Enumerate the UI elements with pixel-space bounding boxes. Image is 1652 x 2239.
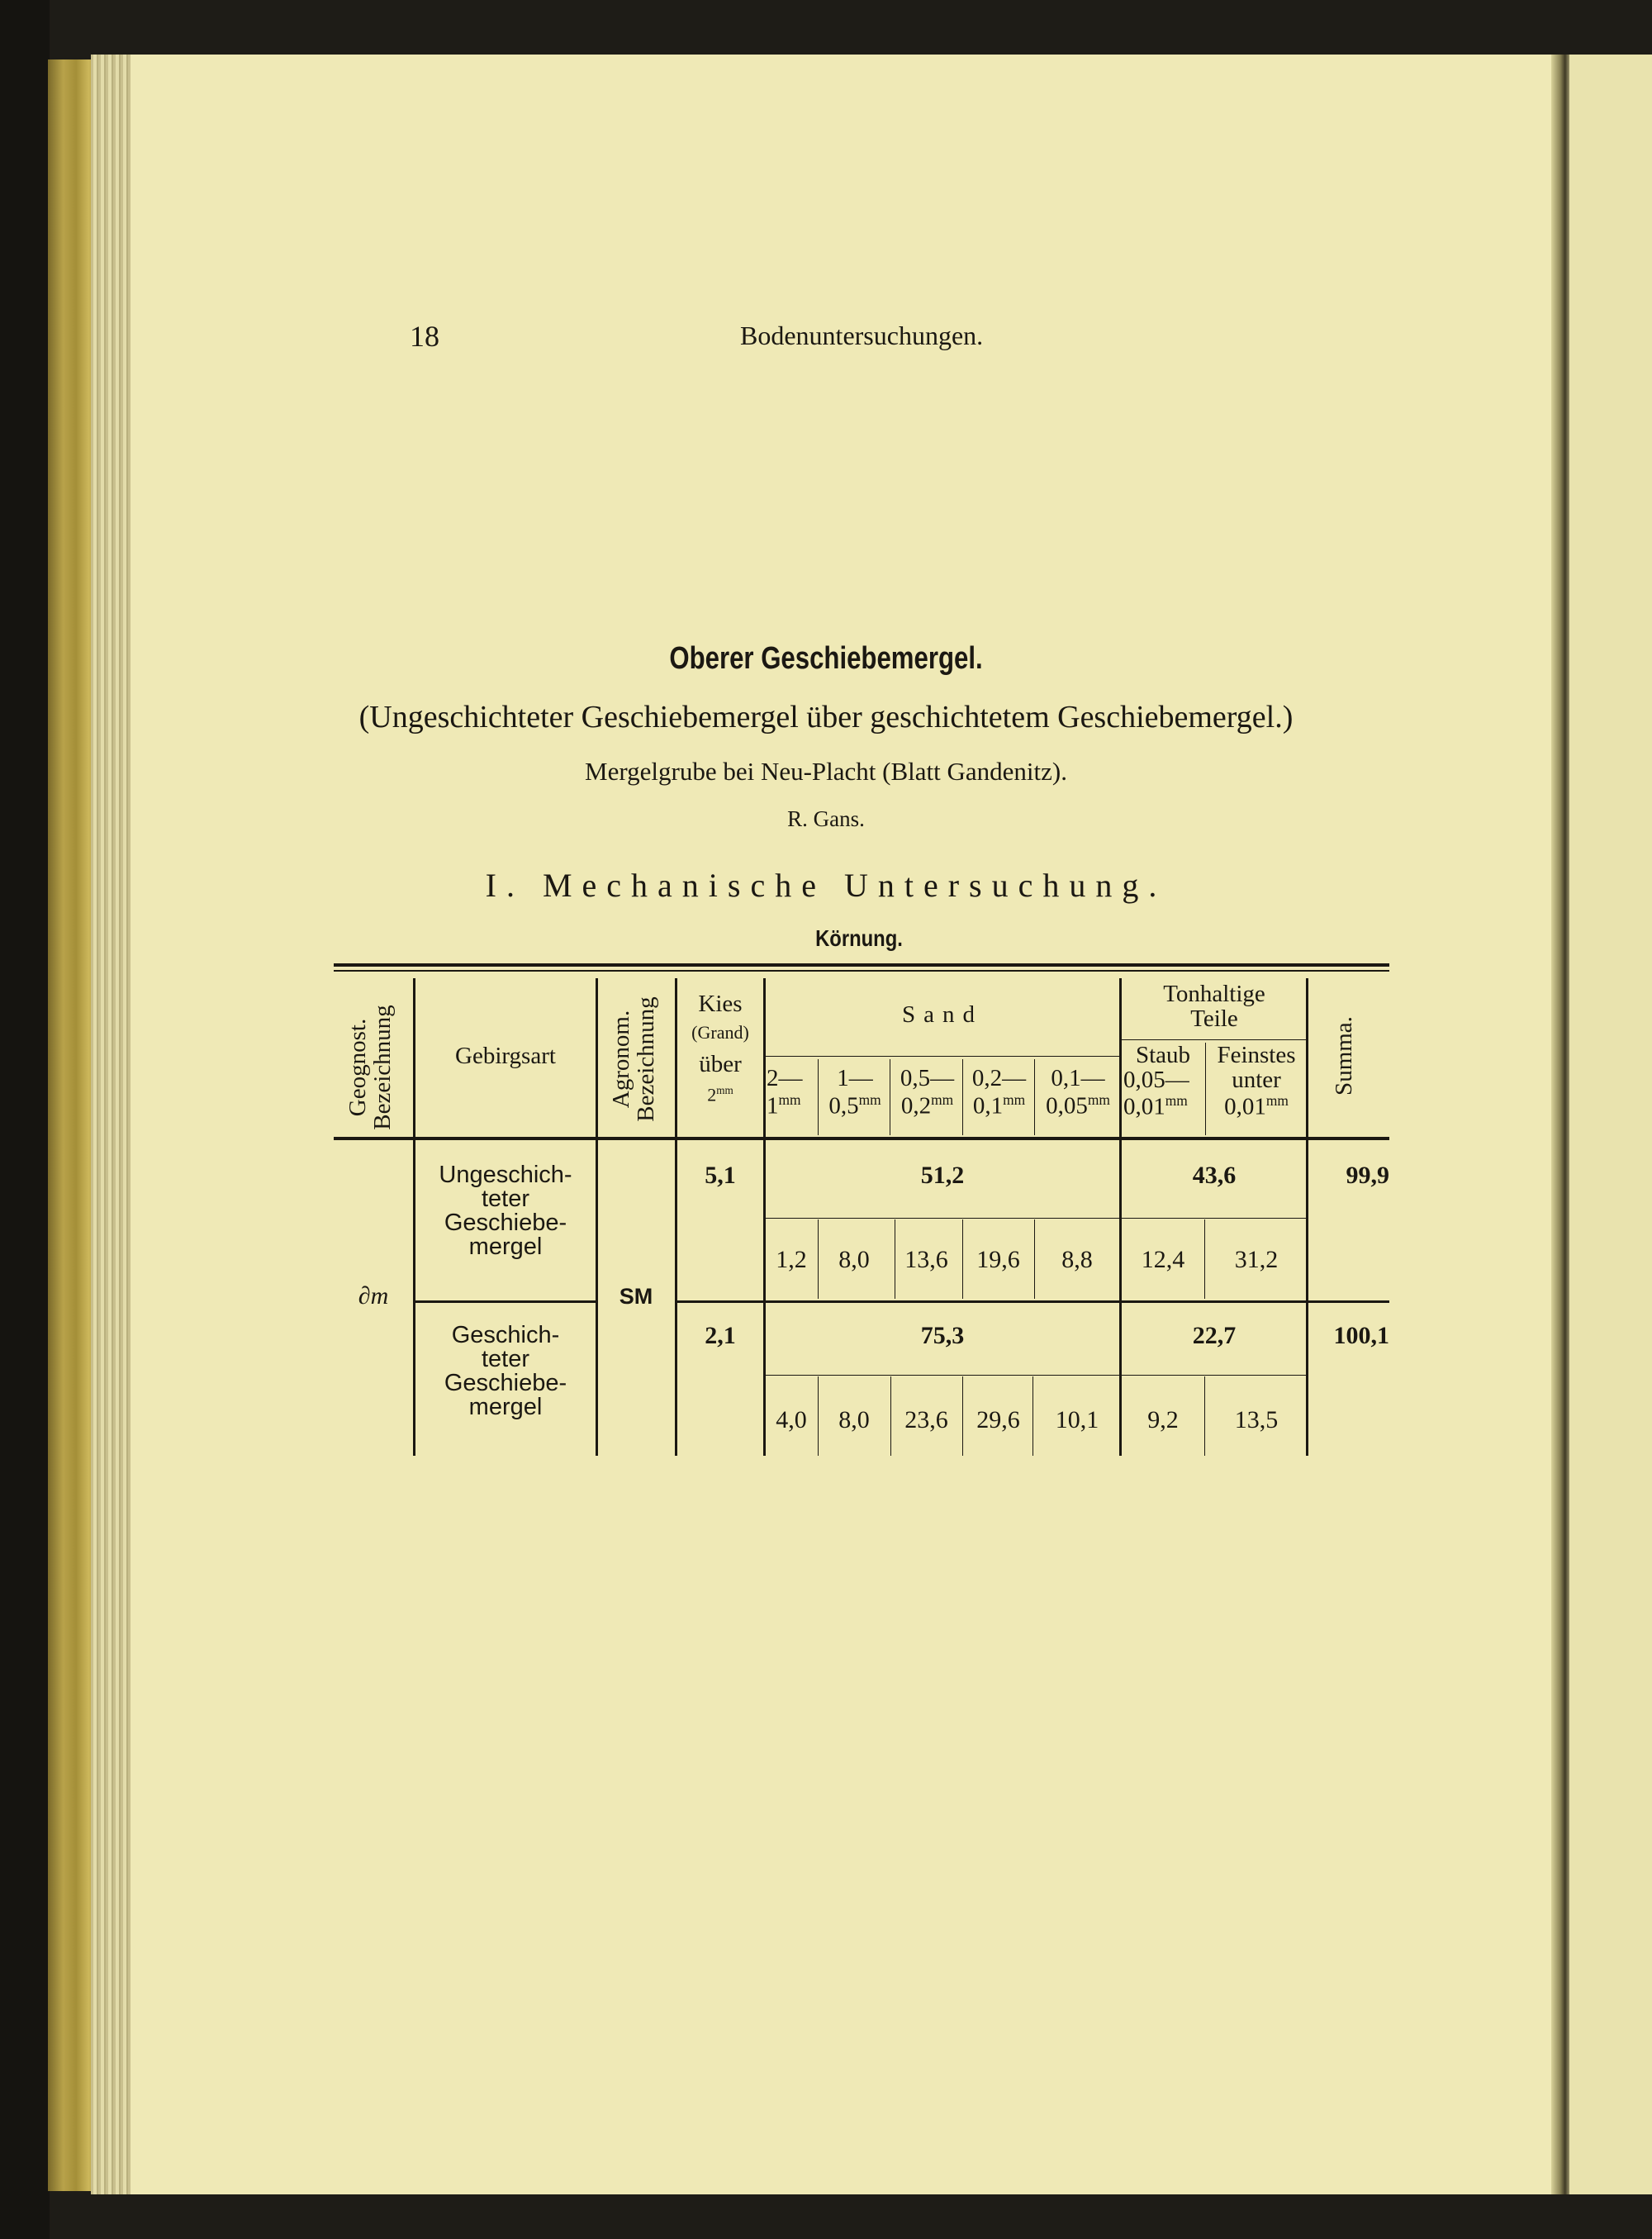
gebirgsart-line: teter: [481, 1186, 530, 1212]
sand-total: 51,2: [920, 1162, 965, 1189]
sand-range-bottom: [767, 1092, 818, 1120]
page-subtitle: (Ungeschichteter Geschiebemergel über geschichtetem Geschiebemergel.): [358, 700, 1294, 734]
running-head: Bodenuntersuchungen.: [740, 321, 984, 350]
ton-header-rule: [1120, 1039, 1307, 1040]
sand-range-top: 0,1—: [1051, 1065, 1105, 1091]
sand-range-top: 1—: [837, 1065, 873, 1091]
sand-subheader: [819, 1066, 890, 1120]
column-rule: [763, 978, 766, 1456]
gebirgsart-line: teter: [481, 1346, 530, 1372]
sand-range-bottom: [819, 1092, 890, 1120]
header-feinstes-label: Feinstes: [1217, 1042, 1296, 1068]
table-top-rule-thin: [334, 970, 1389, 972]
page-stack-edge: [91, 55, 134, 2194]
sand-range-bottom: [892, 1092, 962, 1120]
sand-range-bottom-value: 0,2: [900, 1092, 932, 1120]
header-kies-label: Kies: [698, 991, 743, 1017]
sand-range-bottom-value: 0,1: [972, 1092, 1004, 1120]
header-geognost: [345, 993, 401, 1142]
gebirgsart-cell: [415, 1324, 596, 1419]
header-agronom-line2: Bezeichnung: [633, 996, 660, 1122]
subcolumn-rule: [1204, 1376, 1205, 1456]
header-sand: Sand: [902, 1001, 983, 1028]
summa-value: 99,9: [1346, 1162, 1389, 1189]
sand-fraction-value: 8,0: [838, 1406, 870, 1433]
unit-mm: mm: [931, 1091, 954, 1108]
staub-value: 12,4: [1141, 1246, 1185, 1273]
feinstes-bottom-value: 0,01: [1224, 1093, 1266, 1120]
unit-mm: mm: [1003, 1091, 1026, 1108]
sand-fraction-value: 13,6: [904, 1246, 948, 1273]
sand-range-top: 2—: [767, 1065, 803, 1091]
header-geognost-line1: Geognost.: [344, 1018, 371, 1117]
gebirgsart-line: mergel: [468, 1234, 543, 1260]
header-gebirgsart: Gebirgsart: [455, 1043, 556, 1069]
sand-subheader: [1036, 1066, 1120, 1120]
header-kies-grand: (Grand): [691, 1021, 749, 1043]
gebirgsart-line: Ungeschich-: [439, 1162, 572, 1188]
row-divider: [676, 1300, 1389, 1303]
sand-fraction-value: 23,6: [904, 1406, 948, 1433]
kies-value: 2,1: [705, 1322, 736, 1349]
table-top-rule: [334, 963, 1389, 967]
sand-header-rule: [765, 1056, 1120, 1057]
header-geognost-line2: Bezeichnung: [369, 1005, 396, 1130]
sand-range-bottom: [1036, 1092, 1120, 1120]
section-heading: I. Mechanische Untersuchung.: [485, 867, 1167, 904]
header-kies-ueber: über: [699, 1051, 742, 1078]
row-divider: [413, 1300, 596, 1303]
staub-value: 9,2: [1147, 1406, 1179, 1433]
book-gutter: [1551, 55, 1571, 2194]
kies-size-value: 2: [707, 1084, 717, 1105]
header-staub-range-bottom: [1122, 1093, 1204, 1120]
author: R. Gans.: [787, 806, 865, 831]
feinstes-value: 13,5: [1234, 1406, 1279, 1433]
header-feinstes-unter: unter: [1232, 1067, 1281, 1094]
header-tonhaltige-line2: Teile: [1190, 1005, 1238, 1033]
gebirgsart-cell: [415, 1163, 596, 1259]
sand-fraction-value: 1,2: [776, 1246, 807, 1273]
sand-range-top: 0,2—: [971, 1065, 1027, 1091]
kies-value: 5,1: [705, 1162, 736, 1189]
subcolumn-rule: [1204, 1219, 1205, 1299]
sand-fraction-value: 4,0: [776, 1406, 807, 1433]
header-feinstes-range: [1206, 1093, 1307, 1120]
subcolumn-rule: [818, 1059, 819, 1135]
page-title: Oberer Geschiebemergel.: [669, 641, 983, 676]
unit-mm: mm: [778, 1091, 801, 1108]
table-caption: Körnung.: [815, 925, 903, 951]
sand-range-bottom-value: 1: [767, 1092, 779, 1120]
header-tonhaltige-line1: Tonhaltige: [1163, 981, 1265, 1007]
ton-total: 22,7: [1192, 1322, 1237, 1349]
facing-page-edge: [1569, 55, 1652, 2194]
unit-mm: mm: [716, 1083, 733, 1096]
summa-value: 100,1: [1333, 1322, 1389, 1349]
subtotal-rule: [765, 1375, 1307, 1376]
page-number: 18: [410, 320, 439, 353]
ton-total: 43,6: [1192, 1162, 1237, 1189]
header-agronom-line1: Agronom.: [608, 1010, 634, 1109]
sand-range-bottom-value: 0,5: [828, 1092, 859, 1120]
header-feinstes: [1206, 1043, 1307, 1120]
sand-range-bottom-value: 0,05: [1046, 1092, 1088, 1120]
header-kies: [677, 990, 763, 1106]
sand-range-top: 0,5—: [900, 1065, 955, 1091]
unit-mm: mm: [1087, 1091, 1110, 1108]
sand-total: 75,3: [920, 1322, 965, 1349]
gebirgsart-line: Geschich-: [451, 1322, 560, 1348]
sand-fraction-value: 19,6: [976, 1246, 1020, 1273]
sample-location: Mergelgrube bei Neu-Placht (Blatt Gandenitz).: [585, 757, 1067, 786]
header-staub: [1122, 1043, 1204, 1120]
unit-mm: mm: [1265, 1091, 1289, 1109]
header-staub-label: Staub: [1135, 1042, 1191, 1068]
sand-fraction-value: 8,0: [838, 1246, 870, 1273]
header-agronom: [609, 985, 665, 1134]
gebirgsart-line: mergel: [468, 1394, 543, 1420]
header-bottom-rule: [334, 1137, 1389, 1140]
sand-fraction-value: 10,1: [1055, 1406, 1099, 1433]
sand-subheader: [892, 1066, 962, 1120]
sand-subheader: [964, 1066, 1034, 1120]
header-summa: Summa.: [1331, 1016, 1357, 1096]
header-staub-range-top: 0,05—: [1123, 1067, 1189, 1094]
feinstes-value: 31,2: [1234, 1246, 1279, 1273]
unit-mm: mm: [1165, 1091, 1188, 1109]
staub-bottom-value: 0,01: [1123, 1093, 1165, 1120]
agronom-symbol: SM: [619, 1284, 653, 1309]
subcolumn-rule: [962, 1059, 963, 1135]
book-spine: [0, 0, 50, 2239]
subtotal-rule: [765, 1218, 1307, 1219]
sand-range-bottom: [964, 1092, 1034, 1120]
geognost-symbol: ∂m: [358, 1282, 389, 1310]
sand-subheader: [767, 1066, 818, 1120]
gebirgsart-line: Geschiebe-: [444, 1370, 567, 1396]
header-tonhaltige: [1122, 982, 1307, 1032]
sand-fraction-value: 29,6: [976, 1406, 1020, 1433]
subcolumn-rule: [1034, 1059, 1035, 1135]
header-kies-size: [677, 1084, 763, 1106]
unit-mm: mm: [858, 1091, 881, 1108]
gebirgsart-line: Geschiebe-: [444, 1210, 567, 1236]
sand-fraction-value: 8,8: [1061, 1246, 1093, 1273]
